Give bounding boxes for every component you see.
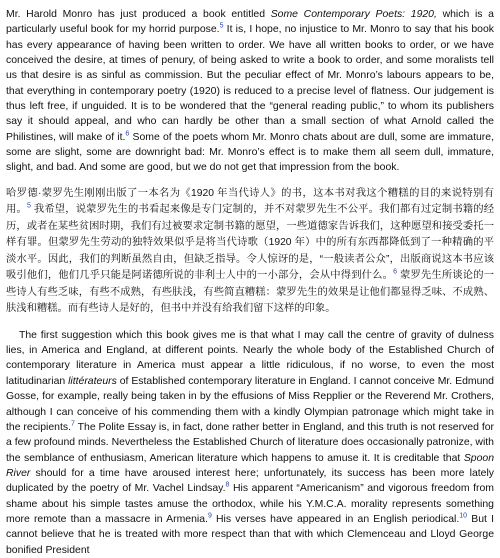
text-run: But I cannot believe that he is treated with more respect than that with which Clemenceau and Lloyd George bonified President: [6, 513, 494, 556]
footnote-ref[interactable]: 10: [459, 512, 468, 520]
text-run: The Polite Essay is, in fact, done rather better in England, and this truth is not reserved for a few profound minds. Nevertheless the Established Church of literature does occasionally patronize, with the semblance of enthusiasm, American literature which happens to amuse it. It is creditable that: [6, 421, 494, 464]
footnote-ref[interactable]: 5: [219, 22, 224, 30]
text-run: should for a time have aroused interest here; unfortunately, its success has been more lately duplicated by the poetry of Mr. Vachel Lindsay.: [6, 467, 494, 495]
text-run: The first suggestion which this book gives me is that what I may call the centre of gravity of dulness lies, in America and England, at different points. Nearly the whole body of the Established Church of contemporary literature in America must appear a little ridiculous, if no worse, to even the most latitudinarian: [6, 329, 494, 387]
text-run: which is a particularly useful book for my horrid purpose.: [6, 9, 494, 36]
text-run: Some of the poets whom Mr. Monro chats about are dull, some are immature, some are slight, some are downright bad: Mr. Monro’s effect is to make them all seem dull, immature, slight, and bad. And some are good, but we do not get that impression from the book.: [6, 131, 494, 174]
english-paragraph-1: [6, 7, 494, 176]
italic-term: littérateurs: [68, 375, 117, 387]
english-paragraph-2: [6, 328, 494, 558]
text-run: of Established contemporary literature in England. I cannot conceive Mr. Edmund Gosse, for example, really being taken in by the effusions of Miss Repplier or the Reverend Mr. Crothers, although I can conceive of his commending them with a kindly Olympian patronage which might take in the recipients.: [6, 375, 494, 433]
text-run: His apparent “Americanism” and vigorous freedom from shame about his simple tastes amuse the orthodox, while his Y.M.C.A. morality represents something more remote than a massacre in Armenia.: [6, 483, 494, 525]
text-run: 我希望，说蒙罗先生的书看起来像是专门定制的，并不对蒙罗先生不公平。我们都有过定制书籍的经历，或者在某些贫困时期，我们有过被要求定制书籍的愿望，一些道德家告诉我们，这种愿望和接受委托一样有罪。但蒙罗先生劳动的独特效果似乎是将当代诗歌（1920 年）中的所有东西都降低到了一种精确的平淡水平。因此，我们的判断虽然自由，但缺乏指导。令人惊讶的是，“一般读者公众”，出版商说这本书应该吸引他们，他们几乎只能是阿诺德所说的非利士人中的一小部分，会从中得到什么。: [6, 204, 495, 282]
text-run: 蒙罗先生所谈论的一些诗人有些乏味，有些不成熟，有些肤浅，有些简直糟糕：蒙罗先生的效果是让他们都显得乏味、不成熟、肤浅和糟糕。而有些诗人是好的，但书中并没有给我们留下这样的印象。: [6, 270, 494, 315]
book-title: Spoon River: [6, 452, 494, 479]
chinese-paragraph: [6, 186, 494, 318]
text-run: 哈罗德·蒙罗先生刚刚出版了一本名为《1920 年当代诗人》的书，这本书对我这个糟糕的目的来说特别有用。: [6, 187, 494, 216]
footnote-ref[interactable]: 9: [207, 512, 212, 520]
text-run: Mr. Harold Monro has just produced a book entitled: [6, 9, 271, 20]
text-run: His verses have appeared in an English periodical.: [211, 513, 460, 525]
book-title: Some Contemporary Poets: 1920,: [270, 9, 437, 20]
footnote-ref[interactable]: 7: [71, 420, 75, 428]
footnote-ref[interactable]: 5: [26, 202, 31, 210]
text-run: It is, I hope, no injustice to Mr. Monro to say that his book has every appearance of having been written to order. We have all written books to order, or we have conceived the desire, at times of penury, of being asked to write a book to order, and some moralists tell us that desire is as sinful as commission. But the peculiar effect of Mr. Monro’s labours appears to be, that everything in contemporary poetry (1920) is reduced to a precise level of flatness. Our judgement is thus left free, if unguided. It is to be wondered that the “general reading public,” to whom its publishers say it should appeal, and who can hardly be other than a small section of what Arnold called the Philistines, will make of it.: [6, 24, 494, 143]
footnote-ref[interactable]: 6: [393, 268, 397, 276]
footnote-ref[interactable]: 8: [225, 481, 230, 489]
footnote-ref[interactable]: 6: [125, 130, 130, 138]
